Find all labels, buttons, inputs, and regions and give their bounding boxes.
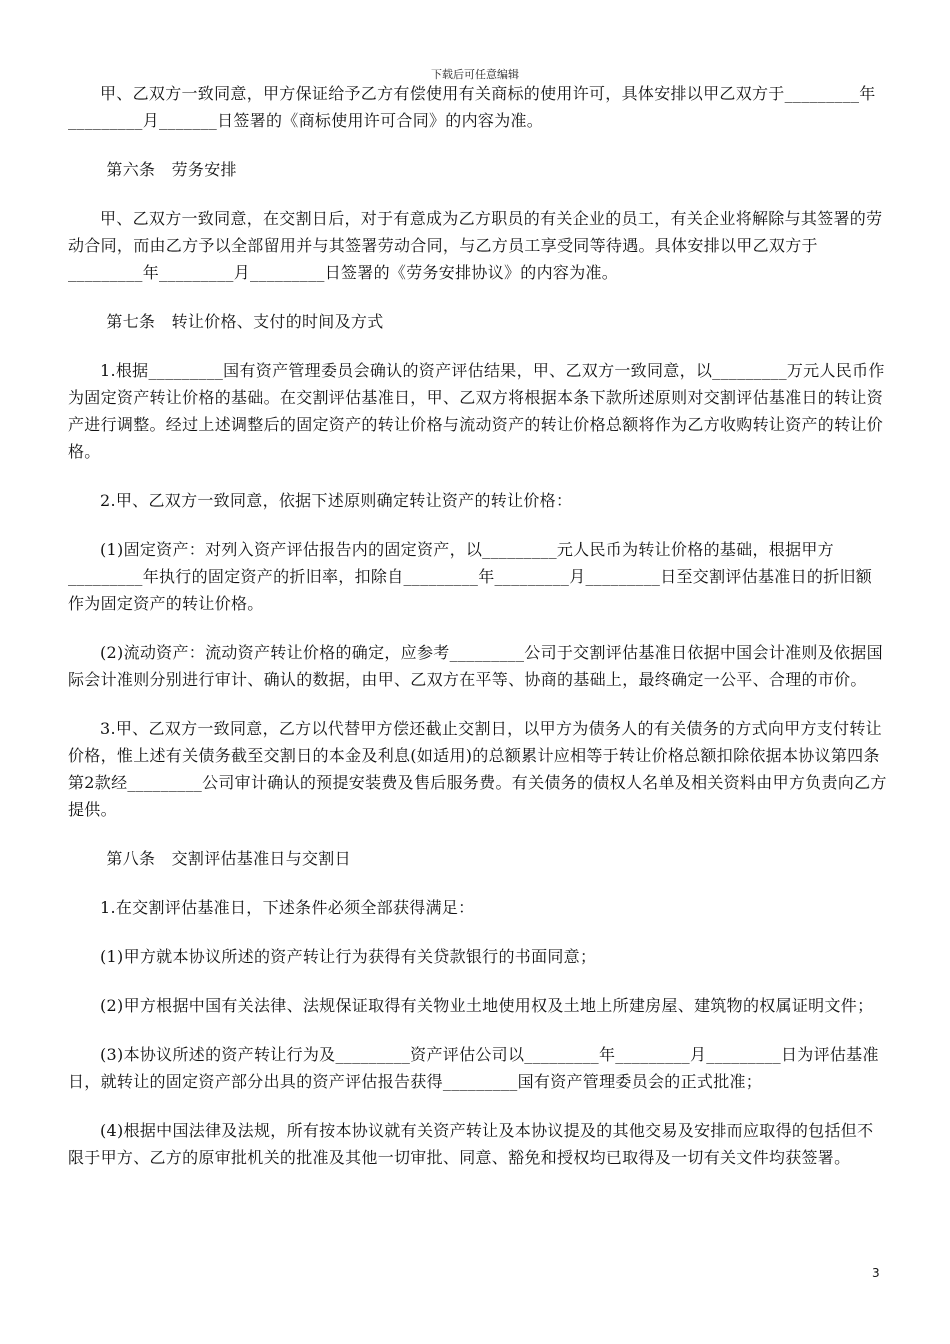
- paragraph-8-1-4: (4)根据中国法律及法规，所有按本协议就有关资产转让及本协议提及的其他交易及安排而应取得的包括但不限于甲方、乙方的原审批机关的批准及其他一切审批、同意、豁免和授权均已取得及一切有关文件均获签署。: [68, 1121, 874, 1167]
- paragraph-8-1-1: (1)甲方就本协议所述的资产转让行为获得有关贷款银行的书面同意；: [100, 947, 597, 966]
- article-8-heading: 第八条 交割评估基准日与交割日: [106, 849, 351, 868]
- paragraph-8-1-2: (2)甲方根据中国有关法律、法规保证取得有关物业土地使用权及土地上所建房屋、建筑物的权属证明文件；: [100, 996, 874, 1015]
- paragraph-labor: 甲、乙双方一致同意，在交割日后，对于有意成为乙方职员的有关企业的员工，有关企业将解除与其签署的劳动合同，而由乙方予以全部留用并与其签署劳动合同，与乙方员工享受同等待遇。具体安排以甲乙双方于_________年_________月_________日签署的《劳务安排协议》的内容为准。: [68, 209, 883, 282]
- header-note: 下载后可任意编辑: [431, 68, 519, 81]
- paragraph-trademark: 甲、乙双方一致同意，甲方保证给予乙方有偿使用有关商标的使用许可，具体安排以甲乙双方于_________年_________月_______日签署的《商标使用许可合同》的内容为准。: [68, 84, 876, 130]
- document-body: [68, 80, 888, 1193]
- paragraph-7-2-2: (2)流动资产：流动资产转让价格的确定，应参考_________公司于交割评估基准日依据中国会计准则及依据国际会计准则分别进行审计、确认的数据，由甲、乙双方在平等、协商的基础上，最终确定一公平、合理的市价。: [68, 643, 883, 689]
- paragraph-7-1: 1.根据_________国有资产管理委员会确认的资产评估结果，甲、乙双方一致同意，以_________万元人民币作为固定资产转让价格的基础。在交割评估基准日，甲、乙双方将根据本条下款所述原则对交割评估基准日的转让资产进行调整。经过上述调整后的固定资产的转让价格与流动资产的转让价格总额将作为乙方收购转让资产的转让价格。: [68, 361, 885, 461]
- page-number: 3: [872, 1266, 880, 1280]
- paragraph-8-1: 1.在交割评估基准日，下述条件必须全部获得满足：: [100, 898, 475, 917]
- paragraph-7-3: 3.甲、乙双方一致同意，乙方以代替甲方偿还截止交割日，以甲方为债务人的有关债务的方式向甲方支付转让价格，惟上述有关债务截至交割日的本金及利息(如适用)的总额累计应相等于转让价格总额扣除依据本协议第四条第2款经_________公司审计确认的预提安装费及售后服务费。有关债务的债权人名单及相关资料由甲方负责向乙方提供。: [68, 719, 887, 819]
- article-7-heading: 第七条 转让价格、支付的时间及方式: [106, 312, 384, 331]
- paragraph-8-1-3: (3)本协议所述的资产转让行为及_________资产评估公司以_________年_________月_________日为评估基准日，就转让的固定资产部分出具的资产评估报告获得_________国有资产管理委员会的正式批准；: [68, 1045, 879, 1091]
- paragraph-7-2: 2.甲、乙双方一致同意，依据下述原则确定转让资产的转让价格：: [100, 491, 573, 510]
- article-6-heading: 第六条 劳务安排: [106, 160, 237, 179]
- paragraph-7-2-1: (1)固定资产：对列入资产评估报告内的固定资产，以_________元人民币为转让价格的基础，根据甲方_________年执行的固定资产的折旧率，扣除自_________年_________月_________日至交割评估基准日的折旧额作为固定资产的转让价格。: [68, 540, 873, 613]
